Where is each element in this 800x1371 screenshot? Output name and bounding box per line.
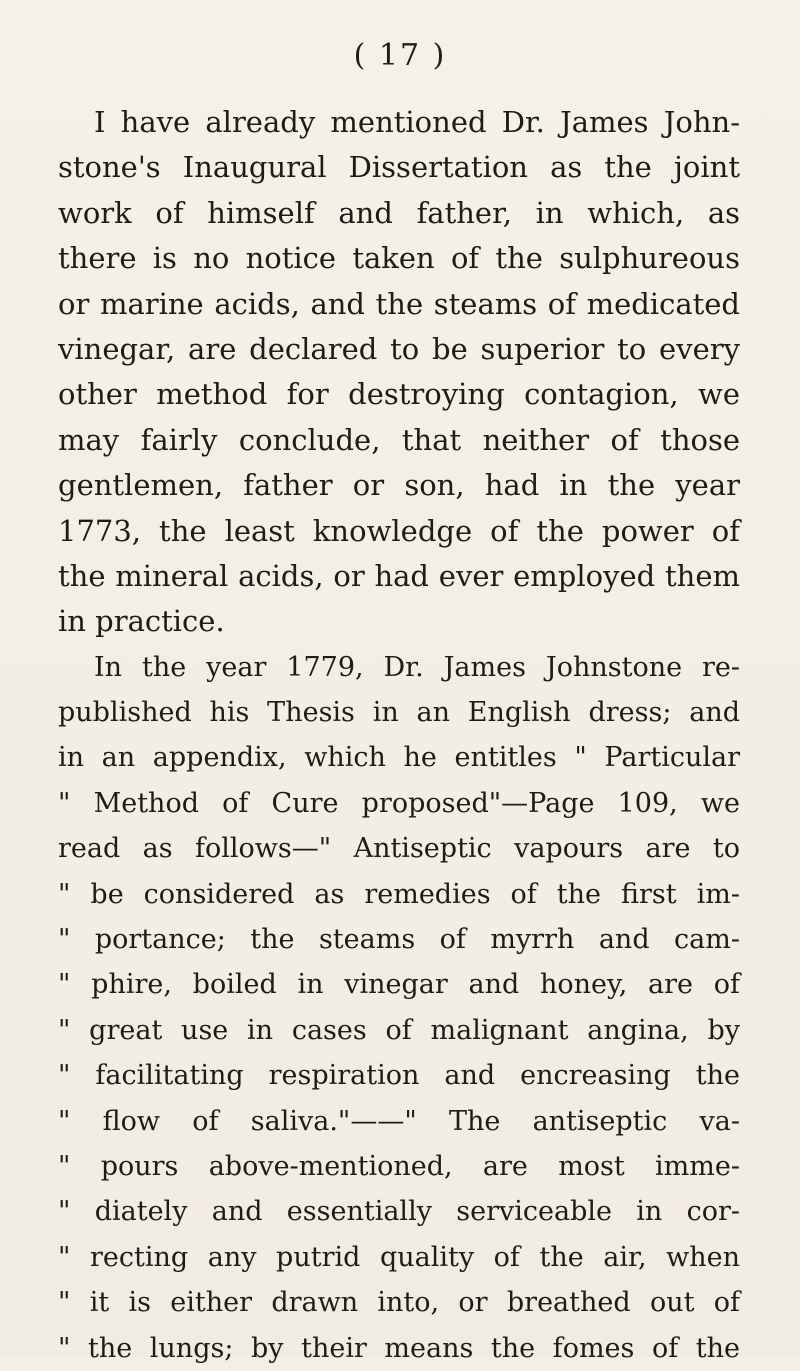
text-line: " facilitating respiration and encreasing the xyxy=(58,1060,740,1092)
text-line: may fairly conclude, that neither of those xyxy=(58,422,740,457)
text-line: in an appendix, which he entitles " Particular xyxy=(58,742,740,774)
text-line: In the year 1779, Dr. James Johnstone re- xyxy=(94,651,740,683)
text-line: the mineral acids, or had ever employed them xyxy=(58,558,740,593)
text-line: " Method of Cure proposed"—Page 109, we xyxy=(58,787,740,819)
text-line: work of himself and father, in which, as xyxy=(58,195,740,230)
text-line: I have already mentioned Dr. James John- xyxy=(94,105,740,139)
text-line: stone's Inaugural Dissertation as the joint xyxy=(58,150,740,185)
text-line: vinegar, are declared to be superior to every xyxy=(58,331,740,366)
text-line: " the lungs; by their means the fomes of the xyxy=(58,1332,740,1364)
text-line: " pours above-mentioned, are most imme- xyxy=(58,1150,740,1182)
text-line: " great use in cases of malignant angina, by xyxy=(58,1014,740,1046)
page-number: ( 17 ) xyxy=(353,38,447,73)
text-line: 1773, the least knowledge of the power of xyxy=(58,513,740,548)
text-line: " recting any putrid quality of the air, when xyxy=(58,1241,740,1273)
text-line: " be considered as remedies of the first im- xyxy=(58,878,740,910)
text-line: " flow of saliva."——" The antiseptic va- xyxy=(58,1105,740,1137)
text-line: published his Thesis in an English dress; and xyxy=(58,697,740,729)
text-line: " portance; the steams of myrrh and cam- xyxy=(58,924,740,956)
text-line: " it is either drawn into, or breathed out of xyxy=(58,1287,740,1319)
text-line: gentlemen, father or son, had in the year xyxy=(58,468,740,503)
text-line: " diately and essentially serviceable in cor- xyxy=(58,1196,740,1228)
text-line: there is no notice taken of the sulphureous xyxy=(58,241,740,276)
text-line: " phire, boiled in vinegar and honey, are of xyxy=(58,969,740,1001)
text-line: or marine acids, and the steams of medicated xyxy=(58,286,740,321)
text-line: in practice. xyxy=(58,604,225,639)
text-line: read as follows—" Antiseptic vapours are to xyxy=(58,833,740,865)
page-body xyxy=(58,100,740,1371)
text-line: other method for destroying contagion, we xyxy=(58,377,740,412)
